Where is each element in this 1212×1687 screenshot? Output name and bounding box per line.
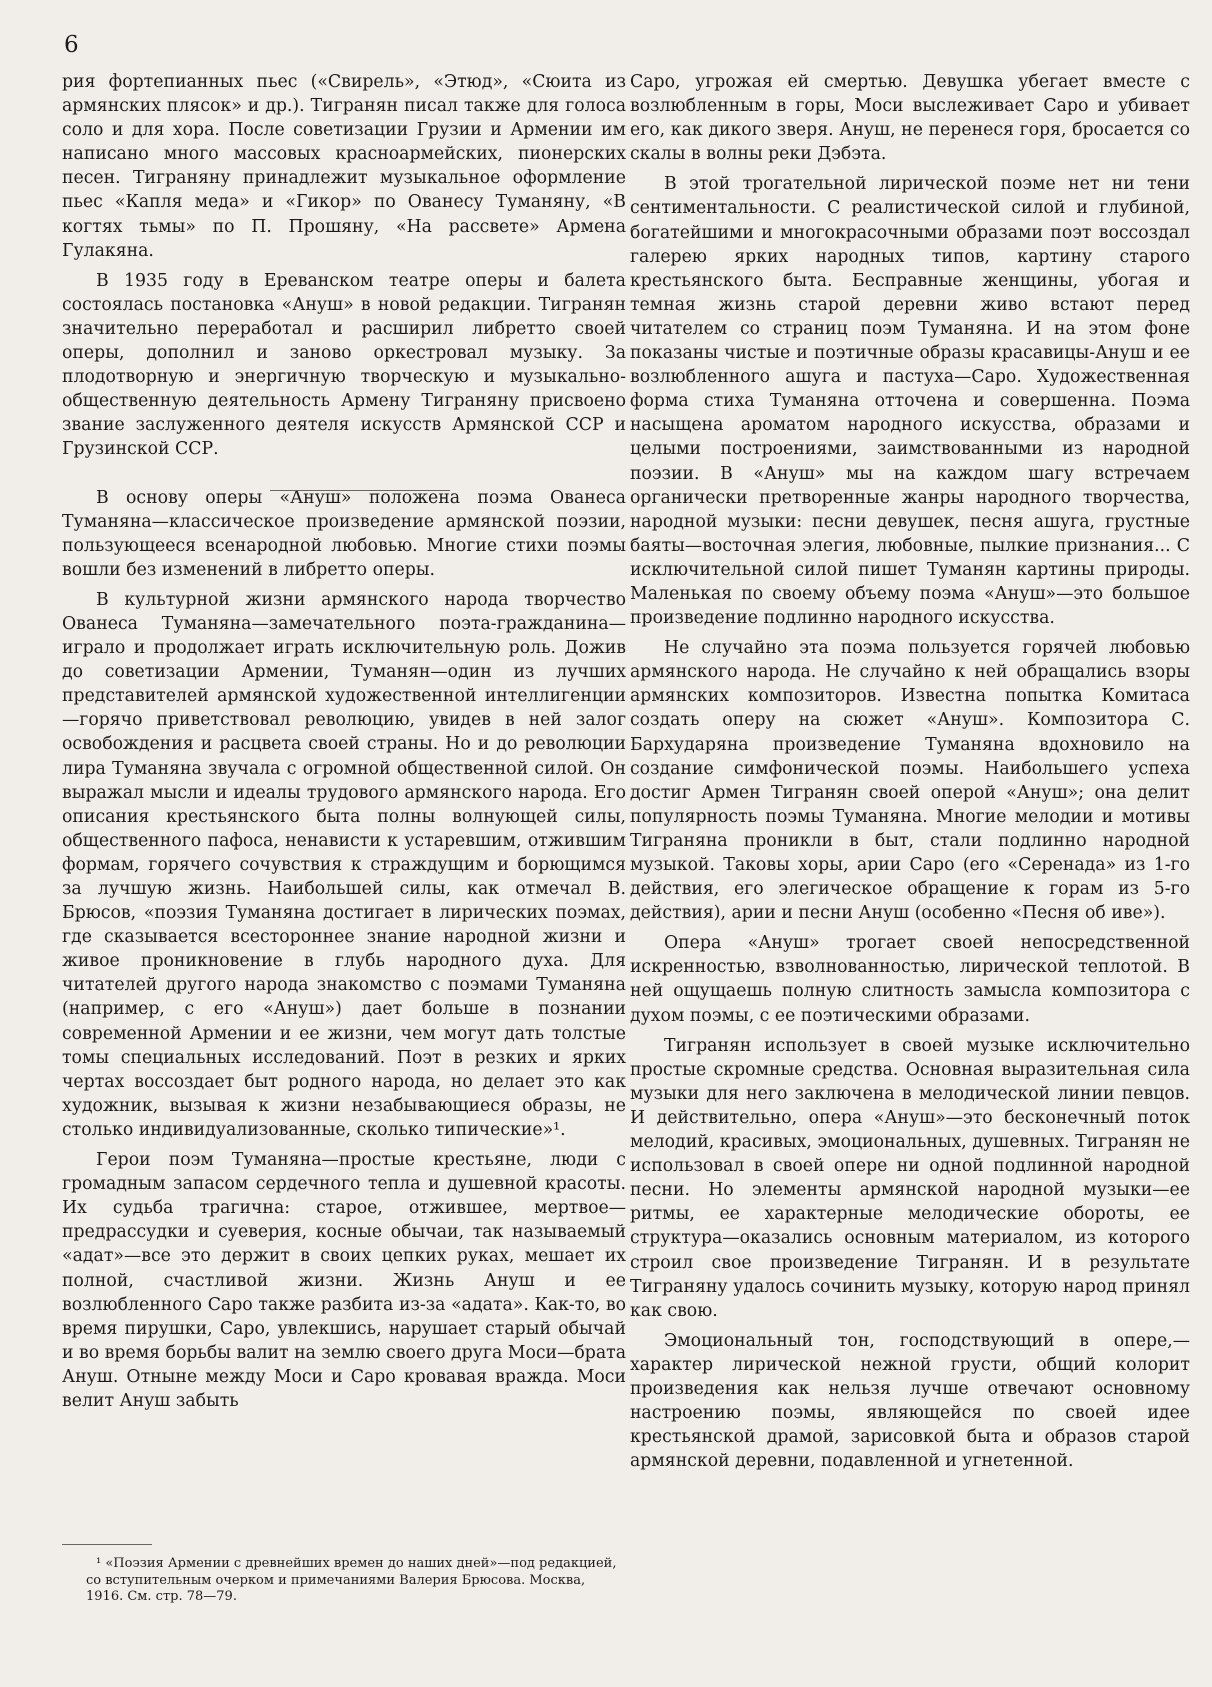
footnotes bbox=[86, 1556, 626, 1606]
paragraph-right-1: Саро, угрожая ей смертью. Девушка убегает вместе с возлюбленным в горы, Моси выслеживает Саро и убивает его, как дикого зверя. Ануш, не перенеся горя, бросается со скалы в волны реки Дэбэта. bbox=[630, 72, 1190, 165]
paragraph-left-4: В культурной жизни армянского народа творчество Ованеса Туманяна—замечательного поэта-гражданина—играло и продолжает играть исключительную роль. Дожив до советизации Армении, Туманян—один из лучших представителей армянской художественной интеллигенции—горячо приветствовал революцию, увидев в ней залог освобождения и расцвета своей страны. Но и до революции лира Туманяна звучала с огромной общественной силой. Он выражал мысли и идеалы трудового армянского народа. Его описания крестьянского быта полны волнующей силы, общественного пафоса, ненависти к устаревшим, отжившим формам, горячего сочувствия к страждущим и борющимся за лучшую жизнь. Наибольшей силы, как отмечал В. Брюсов, «поэзия Туманяна достигает в лирических поэмах, где сказывается всестороннее знание народной жизни и живое проникновение в глубь народного духа. Для читателей другого народа знакомство с поэмами Туманяна (например, с его «Ануш») дает больше в познании современной Армении и ее жизни, чем могут дать толстые томы специальных исследований. Поэт в резких и ярких чертах воссоздает быт родного народа, но делает это как художник, вызывая к жизни незабывающиеся образы, не столько индивидуализованные, сколько типические»¹. bbox=[62, 589, 626, 1140]
paragraph-left-2: В 1935 году в Ереванском театре оперы и балета состоялась постановка «Ануш» в новой редакции. Тигранян значительно переработал и расширил либретто своей оперы, дополнил и заново оркестровал музыку. За плодотворную и энергичную творческую и музыкально-общественную деятельность Армену Тиграняну присвоено звание заслуженного деятеля искусств Армянской ССР и Грузинской ССР. bbox=[62, 270, 626, 460]
paragraph-left-1: рия фортепианных пьес («Свирель», «Этюд», «Сюита из армянских плясок» и др.). Тигранян писал также для голоса соло и для хора. После советизации Грузии и Армении им написано много массовых красноармейских, пионерских песен. Тиграняну принадлежит музыкальное оформление пьес «Капля меда» и «Гикор» по Ованесу Туманяну, «В когтях тьмы» по П. Прошяну, «На рассвете» Армена Гулакяна. bbox=[62, 72, 626, 261]
paragraph-left-5: Герои поэм Туманяна—простые крестьяне, люди с громадным запасом сердечного тепла и душевной красоты. Их судьба трагична: старое, отжившее, мертвое—предрассудки и суеверия, косные обычаи, так называемый «адат»—все это держит в своих цепких руках, мешает их полной, счастливой жизни. Жизнь Ануш и ее возлюбленного Саро также разбита из-за «адата». Как-то, во время пирушки, Саро, увлекшись, нарушает старый обычай и во время борьбы валит на землю своего друга Моси—брата Ануш. Отныне между Моси и Саро кровавая вражда. Моси велит Ануш забыть bbox=[62, 1150, 626, 1411]
paragraph-right-2: В этой трогательной лирической поэме нет ни тени сентиментальности. С реалистической силой и глубиной, богатейшими и многокрасочными образами поэт воссоздал галерею ярких народных типов, картину старого крестьянского быта. Бесправные женщины, убогая и темная жизнь старой деревни живо встают перед читателем со страниц поэм Туманяна. И на этом фоне показаны чистые и поэтичные образы красавицы-Ануш и ее возлюбленного ашуга и пастуха—Саро. Художественная форма стиха Туманяна отточена и совершенна. Поэма насыщена ароматом народного искусства, образами и целыми построениями, заимствованными из народной поэзии. В «Ануш» мы на каждом шагу встречаем органически претворенные жанры народного творчества, народной музыки: песни девушек, песня ашуга, грустные баяты—восточная элегия, любовные, пылкие признания... С исключительной силой пишет Туманян картины природы. Маленькая по своему объему поэма «Ануш»—это большое произведение подлинно народного искусства. bbox=[630, 174, 1190, 629]
footnote-rule bbox=[62, 1544, 152, 1545]
page-number: 6 bbox=[64, 32, 79, 58]
right-column bbox=[630, 70, 1190, 1479]
paragraph-left-3: В основу оперы «Ануш» положена поэма Ованеса Туманяна—классическое произведение армянской поэзии, пользующееся всенародной любовью. Многие стихи поэмы вошли без изменений в либретто оперы. bbox=[62, 487, 626, 580]
section-separator bbox=[270, 490, 450, 491]
left-column bbox=[62, 70, 626, 1419]
paragraph-right-4: Опера «Ануш» трогает своей непосредственной искренностью, взволнованностью, лирической теплотой. В ней ощущаешь полную слитность замысла композитора с духом поэмы, с ее поэтическими образами. bbox=[630, 933, 1190, 1026]
paragraph-right-5: Тигранян использует в своей музыке исключительно простые скромные средства. Основная выразительная сила музыки для него заключена в мелодической линии певцов. И действительно, опера «Ануш»—это бесконечный поток мелодий, красивых, эмоциональных, душевных. Тигранян не использовал в своей опере ни одной подлинной народной песни. Но элементы армянской народной музыки—ее ритмы, ее характерные мелодические обороты, ее структура—оказались основным материалом, из которого строил свое произведение Тигранян. И в результате Тиграняну удалось сочинить музыку, которую народ принял как свою. bbox=[630, 1035, 1190, 1321]
footnote-1: ¹ «Поэзия Армении с древнейших времен до наших дней»—под редакцией, со вступительным очерком и примечаниями Валерия Брюсова. Москва, 1916. См. стр. 78—79. bbox=[86, 1556, 617, 1604]
paragraph-right-6: Эмоциональный тон, господствующий в опере,—характер лирической нежной грусти, общий колорит произведения как нельзя лучше отвечают основному настроению поэмы, являющейся по своей идее крестьянской драмой, зарисовкой быта и образов старой армянской деревни, подавленной и угнетенной. bbox=[630, 1330, 1190, 1472]
paragraph-right-3: Не случайно эта поэма пользуется горячей любовью армянского народа. Не случайно к ней обращались взоры армянских композиторов. Известна попытка Комитаса создать оперу на сюжет «Ануш». Композитора С. Бархударяна произведение Туманяна вдохновило на создание симфонической поэмы. Наибольшего успеха достиг Армен Тигранян своей оперой «Ануш»; она делит популярность поэмы Туманяна. Многие мелодии и мотивы Тиграняна проникли в быт, стали подлинно народной музыкой. Таковы хоры, арии Саро (его «Серенада» из 1-го действия, его элегическое обращение к горам из 5-го действия), арии и песни Ануш (особенно «Песня об иве»). bbox=[630, 638, 1190, 924]
